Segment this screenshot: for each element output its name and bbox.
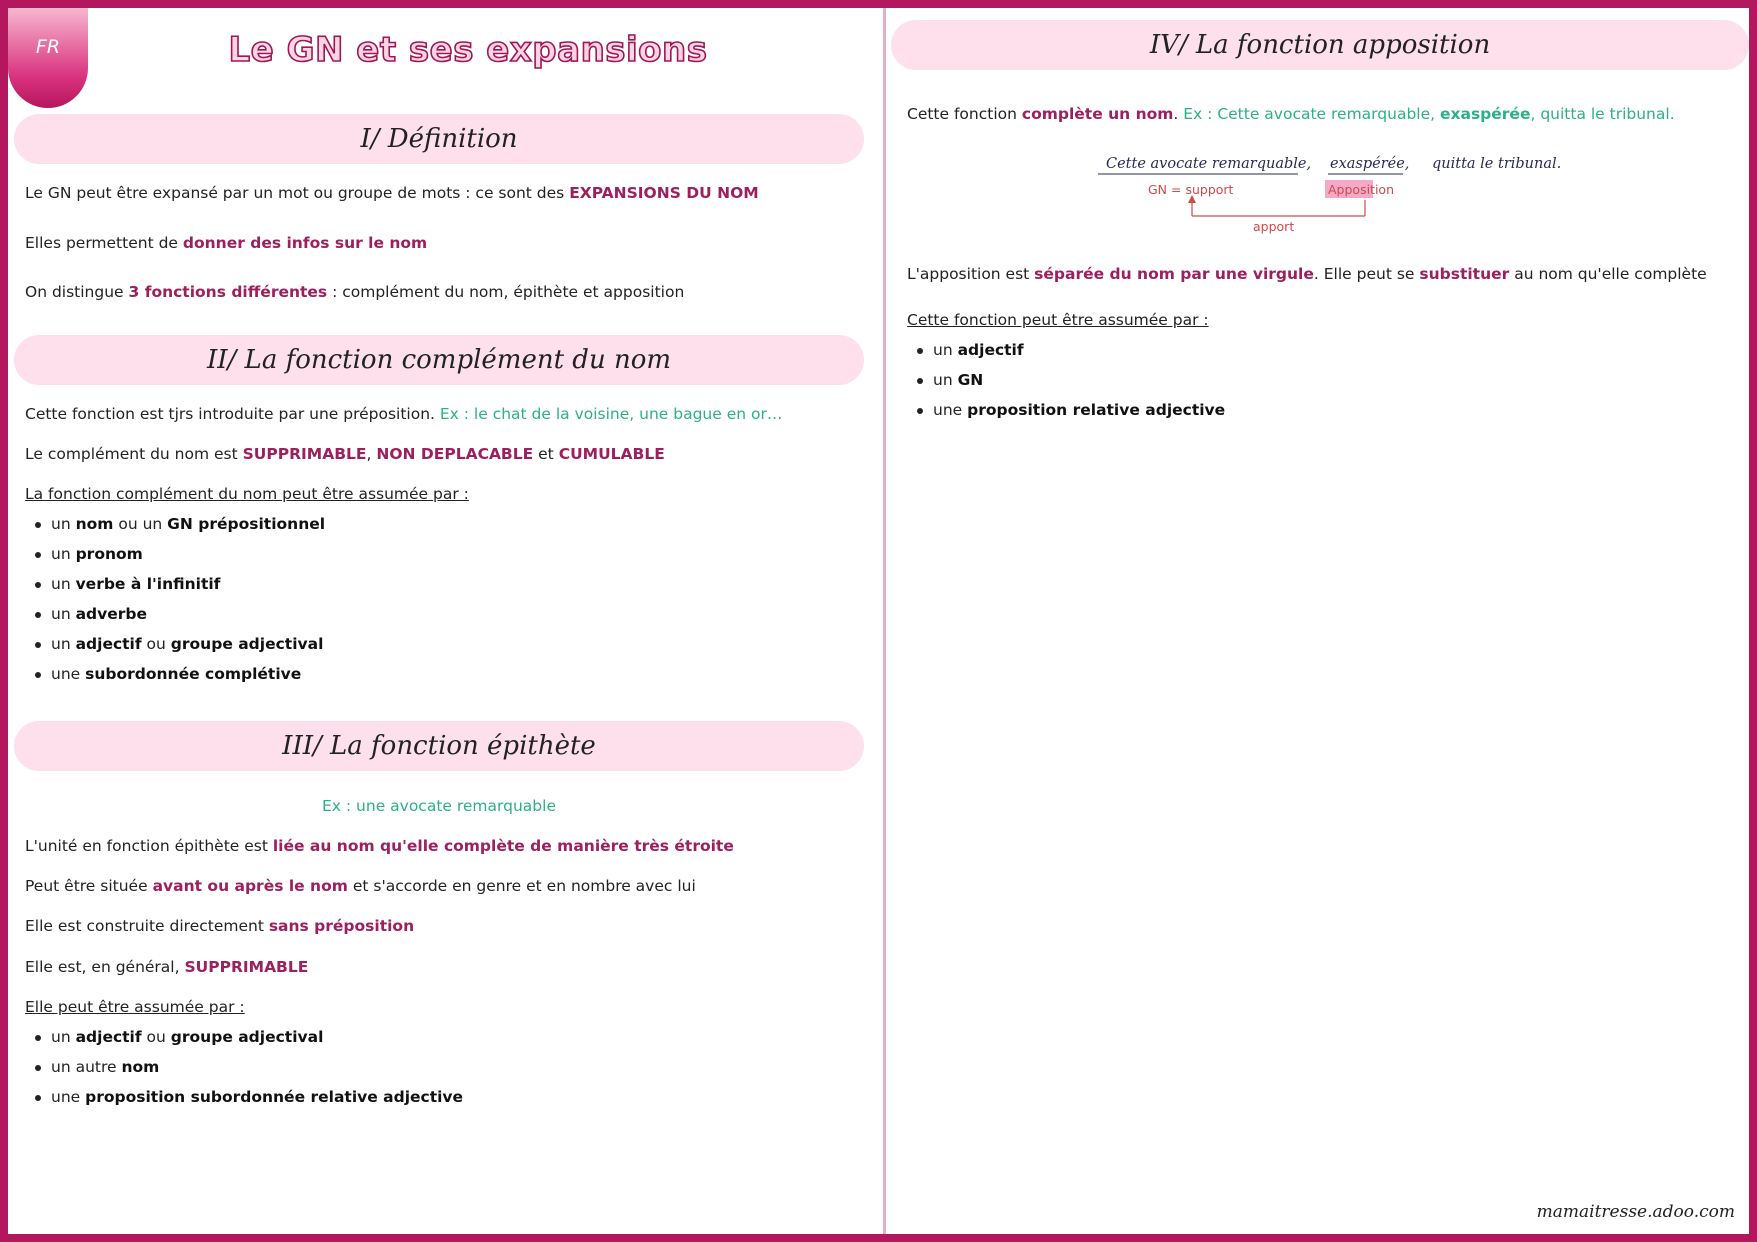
diagram-label-apport: apport xyxy=(1253,219,1295,234)
epithete-list-title: Elle peut être assumée par : xyxy=(25,998,245,1016)
epithete-paragraph-1: L'unité en fonction épithète est liée au nom qu'elle complète de manière très étroite xyxy=(25,837,734,855)
list-item: un GN xyxy=(907,370,1225,400)
section-heading-epithete: III/ La fonction épithète xyxy=(14,721,864,771)
diagram-phrase-2: exaspérée, xyxy=(1330,156,1410,172)
diagram-phrase-1: Cette avocate remarquable, xyxy=(1106,156,1312,172)
complement-list xyxy=(25,514,325,694)
list-item: une proposition subordonnée relative adjective xyxy=(25,1087,463,1117)
list-item: une proposition relative adjective xyxy=(907,400,1225,430)
diagram-label-support: GN = support xyxy=(1148,182,1234,197)
list-item: un adjectif xyxy=(907,340,1225,370)
section-heading-apposition: IV/ La fonction apposition xyxy=(891,20,1749,70)
complement-paragraph-2: Le complément du nom est SUPPRIMABLE, NON DEPLACABLE et CUMULABLE xyxy=(25,445,665,463)
subject-tab: FR xyxy=(8,8,88,108)
complement-list-title: La fonction complément du nom peut être assumée par : xyxy=(25,485,469,503)
complement-paragraph-1: Cette fonction est tjrs introduite par une préposition. Ex : le chat de la voisine, une bague en or… xyxy=(25,405,783,423)
apposition-paragraph-2: L'apposition est séparée du nom par une virgule. Elle peut se substituer au nom qu'elle complète xyxy=(907,265,1707,283)
diagram-phrase-3: quitta le tribunal. xyxy=(1432,156,1562,172)
section-heading-definition: I/ Définition xyxy=(14,114,864,164)
definition-paragraph-2: Elles permettent de donner des infos sur le nom xyxy=(25,234,428,252)
definition-paragraph-1: Le GN peut être expansé par un mot ou groupe de mots : ce sont des EXPANSIONS DU NOM xyxy=(25,184,759,202)
apposition-list-title: Cette fonction peut être assumée par : xyxy=(907,311,1209,329)
epithete-example: Ex : une avocate remarquable xyxy=(322,797,556,815)
list-item: un nom ou un GN prépositionnel xyxy=(25,514,325,544)
list-item: un adjectif ou groupe adjectival xyxy=(25,1027,463,1057)
epithete-paragraph-3: Elle est construite directement sans préposition xyxy=(25,917,415,935)
apposition-paragraph-1: Cette fonction complète un nom. Ex : Cette avocate remarquable, exaspérée, quitta le tribunal. xyxy=(907,105,1675,123)
epithete-paragraph-2: Peut être située avant ou après le nom et s'accorde en genre et en nombre avec lui xyxy=(25,877,696,895)
list-item: un autre nom xyxy=(25,1057,463,1087)
page-title: Le GN et ses expansions xyxy=(228,30,708,70)
list-item: un adjectif ou groupe adjectival xyxy=(25,634,325,664)
list-item: une subordonnée complétive xyxy=(25,664,325,694)
footer-website: mamaitresse.adoo.com xyxy=(1536,1202,1735,1222)
definition-paragraph-3: On distingue 3 fonctions différentes : complément du nom, épithète et apposition xyxy=(25,283,685,301)
diagram-label-apposition: Apposition xyxy=(1328,182,1394,197)
section-heading-complement: II/ La fonction complément du nom xyxy=(14,335,864,385)
list-item: un adverbe xyxy=(25,604,325,634)
apposition-diagram xyxy=(1098,148,1562,238)
list-item: un pronom xyxy=(25,544,325,574)
column-divider xyxy=(883,8,886,1242)
epithete-paragraph-4: Elle est, en général, SUPPRIMABLE xyxy=(25,958,309,976)
apposition-list xyxy=(907,340,1225,430)
epithete-list xyxy=(25,1027,463,1117)
list-item: un verbe à l'infinitif xyxy=(25,574,325,604)
